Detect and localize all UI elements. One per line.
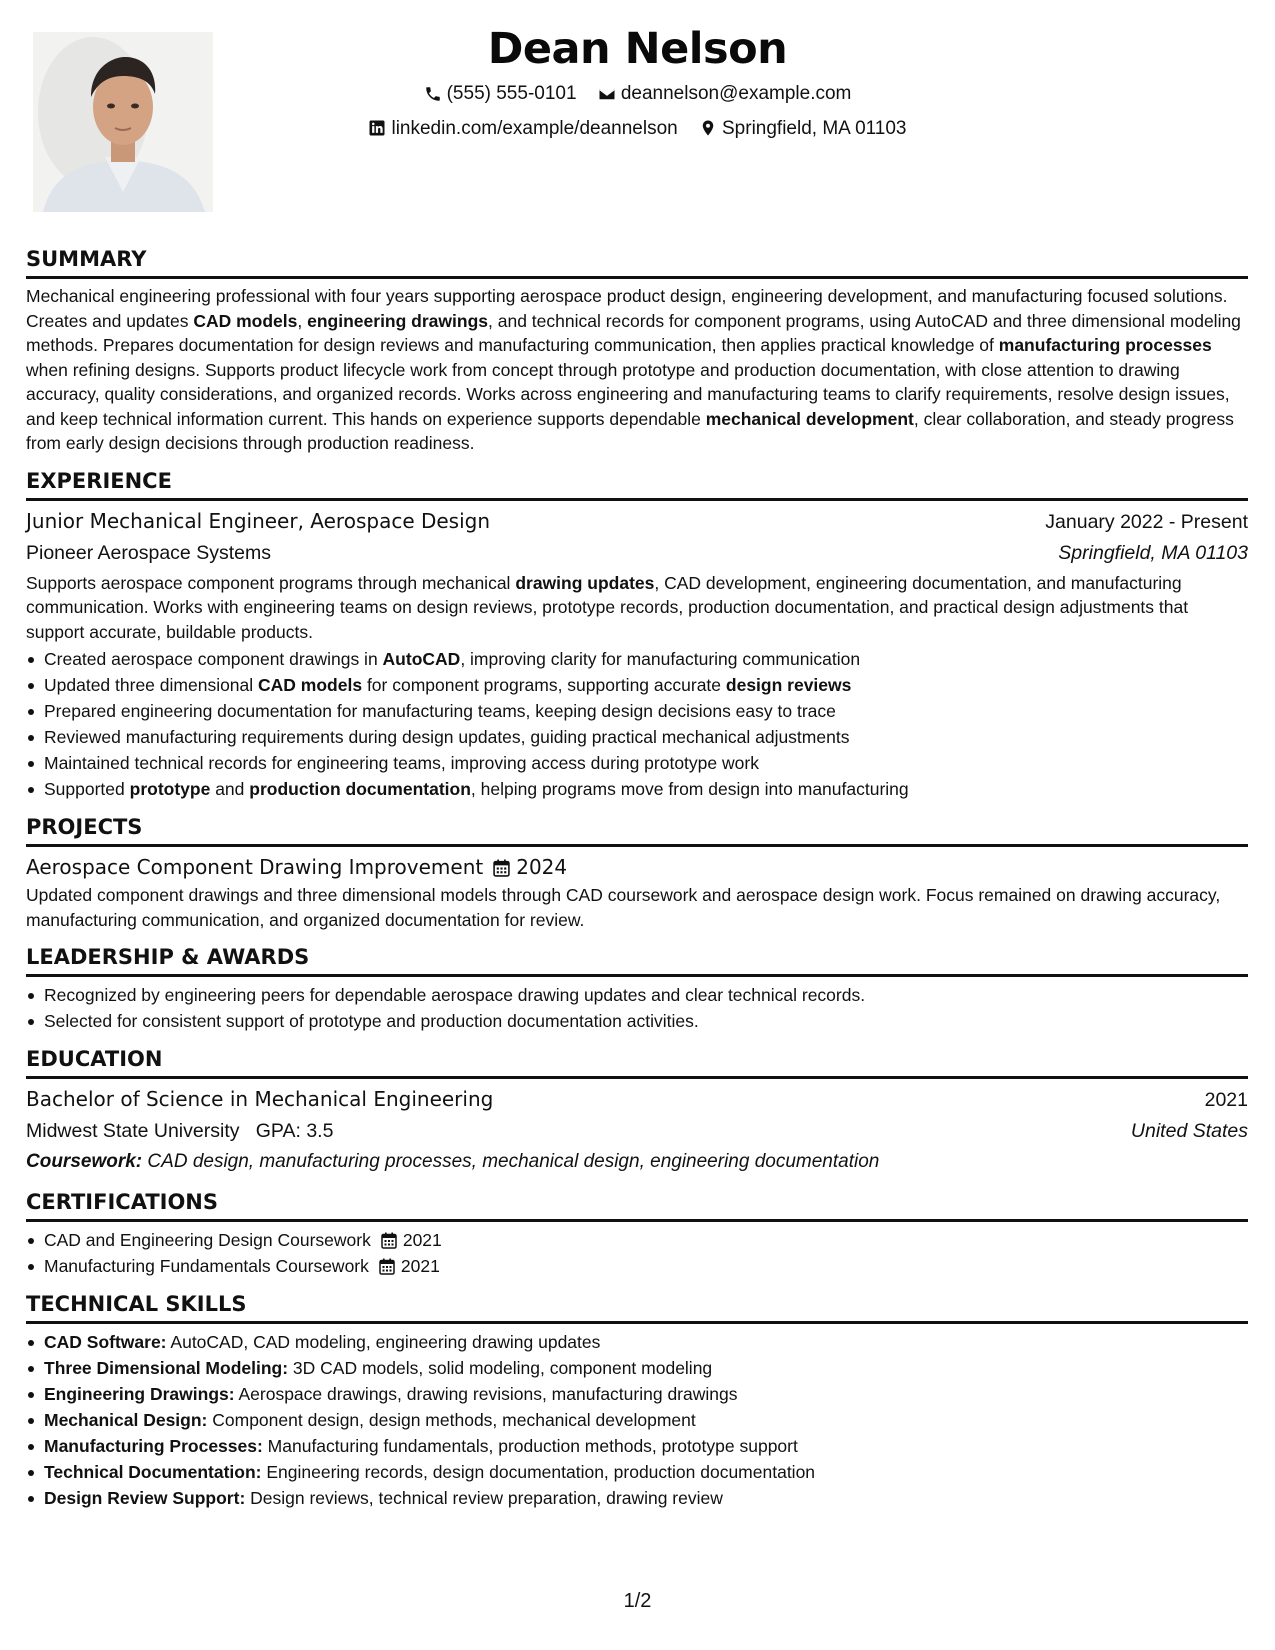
- graduation-year: 2021: [1204, 1089, 1248, 1111]
- list-item: Created aerospace component drawings in AutoCAD, improving clarity for manufacturing communication: [26, 646, 1248, 672]
- list-item: Reviewed manufacturing requirements during design updates, guiding practical mechanical adjustments: [26, 724, 1248, 750]
- phone-number: (555) 555-0101: [446, 83, 577, 104]
- education-section: [26, 1044, 1248, 1177]
- projects-heading: PROJECTS: [26, 815, 143, 839]
- project-date: [493, 852, 567, 883]
- section-divider: [26, 1321, 1248, 1324]
- certification-name: CAD and Engineering Design Coursework: [44, 1230, 371, 1250]
- contact-line-2: [0, 113, 1275, 148]
- coursework: Coursework: CAD design, manufacturing processes, mechanical design, engineering documentation: [26, 1151, 880, 1172]
- list-item: Manufacturing Processes: Manufacturing fundamentals, production methods, prototype support: [26, 1433, 1248, 1459]
- certification-year: 2021: [402, 1230, 442, 1250]
- candidate-name: Dean Nelson: [487, 24, 788, 74]
- gpa: GPA: 3.5: [255, 1120, 334, 1142]
- list-item: [26, 1253, 1248, 1279]
- job-title: Junior Mechanical Engineer, Aerospace Design: [26, 508, 491, 533]
- company-name: Pioneer Aerospace Systems: [26, 541, 271, 564]
- job-dates: January 2022 - Present: [1045, 510, 1248, 533]
- certification-year: 2021: [400, 1256, 440, 1276]
- section-divider: [26, 498, 1248, 501]
- certification-name: Manufacturing Fundamentals Coursework: [44, 1256, 369, 1276]
- job-bullets: [26, 646, 1248, 802]
- summary-heading: SUMMARY: [26, 247, 147, 271]
- linkedin-icon: [368, 119, 386, 137]
- school-country: United States: [1130, 1120, 1248, 1142]
- section-divider: [26, 844, 1248, 847]
- location-contact: [699, 113, 907, 144]
- page-number: 1/2: [623, 1590, 652, 1612]
- list-item: Maintained technical records for engineering teams, improving access during prototype work: [26, 750, 1248, 776]
- section-divider: [26, 1076, 1248, 1079]
- calendar-icon: [379, 1258, 395, 1275]
- leadership-section: [26, 942, 1248, 1034]
- certifications-list: [26, 1227, 1248, 1279]
- skills-heading: TECHNICAL SKILLS: [26, 1292, 247, 1316]
- job-subheader: [26, 538, 1248, 569]
- job-header: [26, 506, 1248, 538]
- resume-header: [0, 20, 1275, 147]
- list-item: [26, 1227, 1248, 1253]
- calendar-icon: [381, 1232, 397, 1249]
- projects-section: [26, 812, 1248, 932]
- project-name: Aerospace Component Drawing Improvement: [26, 855, 484, 879]
- project-year: 2024: [516, 855, 568, 879]
- list-item: Recognized by engineering peers for dependable aerospace drawing updates and clear technical records.: [26, 982, 1248, 1008]
- skills-section: [26, 1289, 1248, 1511]
- list-item: Three Dimensional Modeling: 3D CAD models, solid modeling, component modeling: [26, 1355, 1248, 1381]
- list-item: Mechanical Design: Component design, design methods, mechanical development: [26, 1407, 1248, 1433]
- school-row: [26, 1116, 1248, 1147]
- school-name: Midwest State University: [26, 1120, 240, 1142]
- list-item: CAD Software: AutoCAD, CAD modeling, engineering drawing updates: [26, 1329, 1248, 1355]
- list-item: Design Review Support: Design reviews, technical review preparation, drawing review: [26, 1485, 1248, 1511]
- resume-body: [26, 244, 1248, 1521]
- location-text: Springfield, MA 01103: [722, 117, 907, 139]
- list-item: Prepared engineering documentation for manufacturing teams, keeping design decisions easy to trace: [26, 698, 1248, 724]
- leadership-heading: LEADERSHIP & AWARDS: [26, 945, 310, 969]
- project-header: [26, 852, 1248, 883]
- phone-contact[interactable]: [424, 78, 577, 109]
- map-pin-icon: [699, 119, 717, 137]
- certifications-section: [26, 1187, 1248, 1279]
- experience-heading: EXPERIENCE: [26, 468, 172, 493]
- section-divider: [26, 1219, 1248, 1222]
- calendar-icon: [493, 859, 510, 877]
- certifications-heading: CERTIFICATIONS: [26, 1190, 219, 1214]
- list-item: Engineering Drawings: Aerospace drawings, drawing revisions, manufacturing drawings: [26, 1381, 1248, 1407]
- contact-line-1: [0, 78, 1275, 113]
- section-divider: [26, 974, 1248, 977]
- summary-section: [26, 244, 1248, 456]
- experience-section: [26, 466, 1248, 803]
- job-description: Supports aerospace component programs through mechanical drawing updates, CAD development, engineering documentation, and manufacturing communication. Works with engineering teams on design reviews, prototype records, production documentation, and practical design adjustments that support accurate, buildable products.: [26, 572, 1189, 642]
- section-divider: [26, 276, 1248, 279]
- list-item: Updated three dimensional CAD models for component programs, supporting accurate design reviews: [26, 672, 1248, 698]
- email-address: deannelson@example.com: [620, 83, 852, 104]
- linkedin-url: linkedin.com/example/deannelson: [391, 117, 678, 139]
- degree-header: [26, 1084, 1248, 1116]
- list-item: Selected for consistent support of prototype and production documentation activities.: [26, 1008, 1248, 1034]
- list-item: Technical Documentation: Engineering records, design documentation, production documentation: [26, 1459, 1248, 1485]
- education-heading: EDUCATION: [26, 1047, 163, 1071]
- linkedin-contact[interactable]: [368, 113, 677, 144]
- job-location: Springfield, MA 01103: [1058, 541, 1248, 564]
- phone-icon: [424, 85, 442, 103]
- leadership-list: [26, 982, 1248, 1034]
- email-contact[interactable]: [598, 78, 852, 109]
- project-description: Updated component drawings and three dimensional models through CAD coursework and aerospace design work. Focus remained on drawing accuracy, manufacturing communication, and organized documentation for review.: [26, 885, 1221, 930]
- skills-list: [26, 1329, 1248, 1511]
- list-item: Supported prototype and production documentation, helping programs move from design into manufacturing: [26, 776, 1248, 802]
- envelope-icon: [598, 85, 616, 103]
- school-info: [26, 1116, 333, 1147]
- degree-name: Bachelor of Science in Mechanical Engineering: [26, 1087, 494, 1111]
- summary-text: Mechanical engineering professional with four years supporting aerospace product design, engineering development, and manufacturing focused solutions. Creates and updates CAD models, engineering drawings, and technical records for component programs, using AutoCAD and three dimensional modeling methods. Prepares documentation for design reviews and manufacturing communication, then applies practical knowledge of manufacturing processes when refining designs. Supports product lifecycle work from concept through prototype and production documentation, with close attention to drawing accuracy, quality considerations, and organized records. Works across engineering and manufacturing teams to clarify requirements, resolve design issues, and keep technical information current. This hands on experience supports dependable mechanical development, clear collaboration, and steady progress from early design decisions through production readiness.: [26, 286, 1241, 453]
